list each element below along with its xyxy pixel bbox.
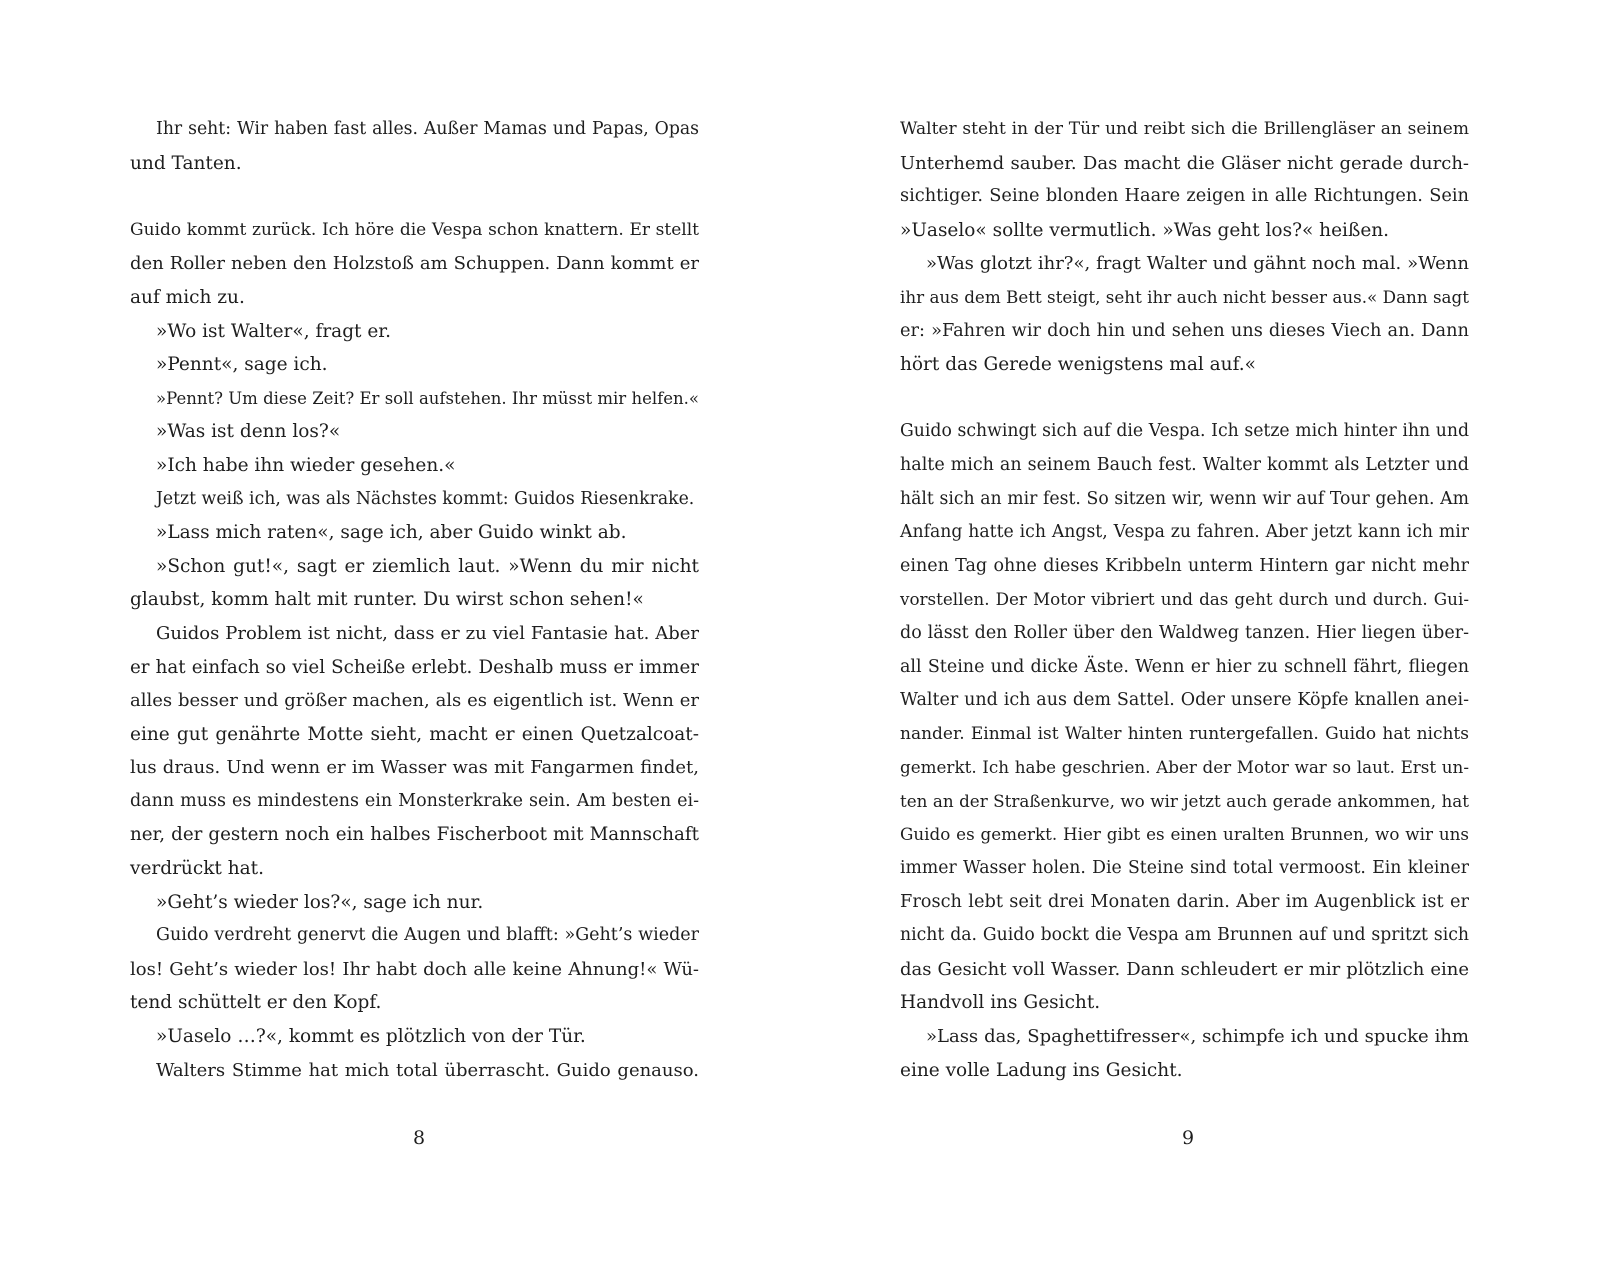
- text-line: Handvoll ins Gesicht.: [900, 992, 1101, 1014]
- text-line: Guidos Problem ist nicht, dass er zu viel Fantasie hat. Aber: [156, 622, 699, 644]
- text-line: Guido es gemerkt. Hier gibt es einen uralten Brunnen, wo wir uns: [900, 824, 1469, 845]
- text-line: hört das Gerede wenigstens mal auf.«: [900, 354, 1256, 376]
- text-line: er hat einfach so viel Scheiße erlebt. Deshalb muss er immer: [130, 656, 699, 678]
- text-line: »Wo ist Walter«, fragt er.: [156, 320, 391, 342]
- text-line: den Roller neben den Holzstoß am Schuppen. Dann kommt er: [130, 253, 699, 275]
- text-line: nicht da. Guido bockt die Vespa am Brunnen auf und spritzt sich: [900, 925, 1469, 946]
- paragraph-spacer: [130, 180, 699, 214]
- text-line: Guido verdreht genervt die Augen und blafft: »Geht’s wieder: [156, 925, 699, 946]
- text-line: »Uaselo« sollte vermutlich. »Was geht los?« heißen.: [900, 219, 1390, 241]
- text-line: dann muss es mindestens ein Monsterkrake sein. Am besten ei-: [130, 790, 699, 811]
- text-line: Frosch lebt seit drei Monaten darin. Aber im Augenblick ist er: [900, 891, 1469, 912]
- text-line: »Uaselo …?«, kommt es plötzlich von der Tür.: [156, 1026, 586, 1048]
- right-page-number: 9: [1181, 1127, 1195, 1149]
- text-line: ner, der gestern noch ein halbes Fischerboot mit Mannschaft: [130, 824, 699, 846]
- text-line: und Tanten.: [130, 152, 242, 174]
- text-line: glaubst, komm halt mit runter. Du wirst schon sehen!«: [130, 589, 644, 611]
- paragraph-spacer: [900, 382, 1469, 416]
- text-line: »Lass das, Spaghettifresser«, schimpfe ich und spucke ihm: [926, 1026, 1469, 1048]
- text-line: »Was ist denn los?«: [156, 421, 341, 443]
- text-line: tend schüttelt er den Kopf.: [130, 992, 382, 1014]
- text-line: lus draus. Und wenn er im Wasser was mit Fangarmen findet,: [130, 757, 699, 779]
- text-line: halte mich an seinem Bauch fest. Walter kommt als Letzter und: [900, 454, 1469, 475]
- text-line: »Geht’s wieder los?«, sage ich nur.: [156, 891, 484, 913]
- text-line: all Steine und dicke Äste. Wenn er hier zu schnell fährt, fliegen: [900, 656, 1469, 677]
- text-line: »Pennt«, sage ich.: [156, 354, 328, 376]
- text-line: auf mich zu.: [130, 286, 245, 308]
- text-line: einen Tag ohne dieses Kribbeln unterm Hintern gar nicht mehr: [900, 555, 1469, 576]
- text-line: alles besser und größer machen, als es eigentlich ist. Wenn er: [130, 690, 699, 712]
- text-line: »Ich habe ihn wieder gesehen.«: [156, 454, 456, 476]
- text-line: Anfang hatte ich Angst, Vespa zu fahren. Aber jetzt kann ich mir: [900, 522, 1469, 543]
- text-line: verdrückt hat.: [130, 858, 264, 880]
- text-line: das Gesicht voll Wasser. Dann schleudert er mir plötzlich eine: [900, 958, 1469, 980]
- right-page-text: [900, 113, 1469, 1087]
- text-line: ten an der Straßenkurve, wo wir jetzt auch gerade ankommen, hat: [900, 790, 1469, 811]
- text-line: vorstellen. Der Motor vibriert und das geht durch und durch. Gui-: [900, 589, 1469, 610]
- text-line: eine gut genährte Motte sieht, macht er einen Quetzalcoat-: [130, 723, 699, 745]
- text-line: »Was glotzt ihr?«, fragt Walter und gähnt noch mal. »Wenn: [926, 253, 1469, 275]
- text-line: hält sich an mir fest. So sitzen wir, wenn wir auf Tour gehen. Am: [900, 488, 1469, 509]
- left-page-number: 8: [412, 1127, 426, 1149]
- text-line: »Pennt? Um diese Zeit? Er soll aufstehen. Ihr müsst mir helfen.«: [156, 388, 699, 408]
- text-line: Walters Stimme hat mich total überrascht. Guido genauso.: [156, 1059, 699, 1081]
- text-line: Unterhemd sauber. Das macht die Gläser nicht gerade durch-: [900, 152, 1469, 174]
- text-line: »Lass mich raten«, sage ich, aber Guido winkt ab.: [156, 522, 627, 544]
- text-line: eine volle Ladung ins Gesicht.: [900, 1059, 1183, 1081]
- text-line: nander. Einmal ist Walter hinten runtergefallen. Guido hat nichts: [900, 723, 1469, 744]
- text-line: Ihr seht: Wir haben fast alles. Außer Mamas und Papas, Opas: [156, 119, 699, 139]
- text-line: Jetzt weiß ich, was als Nächstes kommt: Guidos Riesenkrake.: [156, 488, 695, 509]
- text-line: immer Wasser holen. Die Steine sind total vermoost. Ein kleiner: [900, 858, 1469, 879]
- text-line: sichtiger. Seine blonden Haare zeigen in alle Richtungen. Sein: [900, 186, 1469, 207]
- text-line: er: »Fahren wir doch hin und sehen uns dieses Viech an. Dann: [900, 320, 1469, 341]
- text-line: do lässt den Roller über den Waldweg tanzen. Hier liegen über-: [900, 622, 1469, 643]
- text-line: Guido schwingt sich auf die Vespa. Ich setze mich hinter ihn und: [900, 421, 1469, 442]
- text-line: Walter und ich aus dem Sattel. Oder unsere Köpfe knallen anei-: [900, 690, 1469, 711]
- left-page-text: [130, 113, 699, 1087]
- text-line: Walter steht in der Tür und reibt sich die Brillengläser an seinem: [900, 119, 1469, 139]
- text-line: »Schon gut!«, sagt er ziemlich laut. »Wenn du mir nicht: [156, 555, 699, 577]
- text-line: Guido kommt zurück. Ich höre die Vespa schon knattern. Er stellt: [130, 219, 699, 240]
- text-line: los! Geht’s wieder los! Ihr habt doch alle keine Ahnung!« Wü-: [130, 958, 699, 980]
- text-line: gemerkt. Ich habe geschrien. Aber der Motor war so laut. Erst un-: [900, 757, 1469, 778]
- text-line: ihr aus dem Bett steigt, seht ihr auch nicht besser aus.« Dann sagt: [900, 286, 1469, 307]
